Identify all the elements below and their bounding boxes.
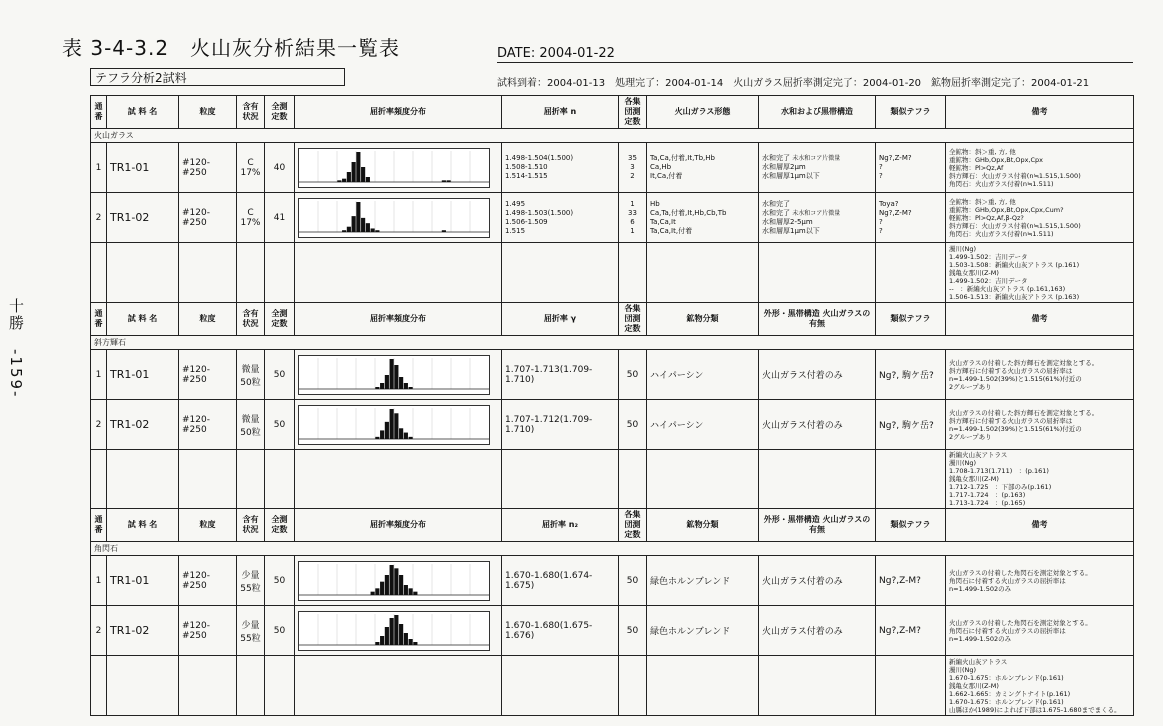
reference-row: [91, 243, 1134, 303]
col-tephra: 類似テフラ: [876, 509, 946, 542]
orthopyroxene-table: [90, 302, 1134, 509]
histogram-bar: [385, 375, 389, 389]
similar-tephra: Ng?, 駒ケ岳?: [876, 350, 946, 400]
histogram-bar: [413, 642, 417, 645]
col-class: 鉱物分類: [647, 509, 759, 542]
total-count: 50: [265, 350, 295, 400]
total-count: 40: [265, 143, 295, 193]
similar-tephra: Toya?: [879, 199, 899, 208]
content-level: C: [247, 157, 254, 168]
remark-line: 斜方輝石：火山ガラス付着(n≒1.515,1.500): [949, 171, 1081, 180]
category-label: 火山ガラス: [91, 129, 1134, 143]
ri-value: 1.498-1.503(1.500): [505, 208, 574, 217]
sample-name: TR1-02: [107, 400, 179, 450]
similar-tephra: Ng?,Z-M?: [879, 154, 912, 162]
col-dist: 屈折率頻度分布: [295, 303, 502, 336]
histogram-bar: [356, 202, 360, 232]
similar-tephra: ?: [879, 172, 883, 180]
sample-name: TR1-01: [107, 556, 179, 606]
ref-line: 1.717-1.724 ：(p.163): [949, 491, 1026, 499]
row-no: 2: [91, 193, 107, 243]
ref-line: -- ：新編火山灰アトラス (p.161,163): [949, 284, 1066, 293]
histogram-bar: [399, 377, 403, 389]
col-count: 全測定数: [265, 303, 295, 336]
histogram-bar: [404, 432, 408, 438]
histogram-bar: [347, 172, 351, 182]
histogram-bar: [409, 387, 413, 389]
grain-size: #120-#250: [179, 143, 237, 193]
hornblende-table: [90, 508, 1134, 716]
glass-form: Ta,Ca,It: [650, 217, 676, 226]
histogram-bar: [394, 413, 398, 439]
row-no: 1: [91, 143, 107, 193]
ref-line: 山縣ほか(1989)によれば下部は1.675-1.680までまくる。: [949, 705, 1121, 714]
ri-value: 1.515: [505, 226, 526, 235]
content-level: C: [247, 207, 254, 218]
sample-label-box: テフラ分析2試料: [90, 68, 345, 86]
remark-line: 全鉱物：斜＞重, 方, 他: [949, 147, 1016, 156]
table-row: [91, 143, 1134, 193]
mineral-class: ハイパーシン: [647, 400, 759, 450]
similar-tephra: Ng?,Z-M?: [879, 208, 912, 217]
ref-line: 濁川(Ng): [949, 459, 977, 467]
histogram-bar: [404, 585, 408, 595]
histogram-bar: [399, 575, 403, 595]
histogram-bar: [375, 436, 379, 438]
content-grains: 50粒: [240, 427, 261, 438]
histogram-bar: [371, 591, 375, 594]
frequency-histogram: [298, 148, 490, 188]
ri-value: 1.514-1.515: [505, 172, 548, 180]
histogram-bar: [356, 152, 360, 182]
group-count: 2: [630, 172, 635, 180]
hydration-note: 未水和コア片微量: [792, 155, 841, 162]
mineral-class: 緑色ホルンブレンド: [647, 556, 759, 606]
remark-line: 火山ガラスの付着した角閃石を測定対象とする。: [949, 618, 1092, 627]
table-row: [91, 193, 1134, 243]
histogram-bar: [380, 581, 384, 594]
col-dist: 屈折率頻度分布: [295, 96, 502, 129]
histogram-bar: [399, 624, 403, 645]
sample-name: TR1-02: [107, 606, 179, 656]
hydration: 水和完了: [762, 199, 790, 208]
ref-line: 1.670-1.675：ホルンブレンド(p.161): [949, 697, 1064, 706]
ri-value: 1.495: [505, 199, 526, 208]
date-underline: [497, 62, 1133, 63]
remark-line: 軽鉱物：Pl>Qz,Af: [949, 163, 1004, 172]
histogram-bar: [442, 230, 446, 232]
col-remark: 備考: [946, 509, 1134, 542]
hydration: 水和層厚1μm以下: [762, 226, 820, 235]
group-count: 50: [619, 606, 647, 656]
histogram-bar: [375, 642, 379, 645]
remark-line: 斜方輝石に付着する火山ガラスの屈折率は: [949, 416, 1073, 425]
report-date: DATE: 2004-01-22: [497, 46, 615, 61]
content-pct: 17%: [240, 167, 261, 178]
frequency-histogram: [298, 611, 490, 651]
remark-line: 斜方輝石：火山ガラス付着(n≒1.515,1.500): [949, 221, 1081, 230]
histogram-bar: [375, 588, 379, 595]
col-groups: 各集団測定数: [619, 303, 647, 336]
col-name: 試 料 名: [107, 303, 179, 336]
grain-size: #120-#250: [179, 606, 237, 656]
remark-line: 重鉱物：GHb,Opx,Bt,Opx,Cpx: [949, 155, 1044, 164]
remark-line: n=1.499-1.502のみ: [949, 584, 1012, 593]
group-count: 6: [630, 217, 635, 226]
group-count: 35: [628, 154, 637, 162]
col-content: 含有状況: [237, 303, 265, 336]
histogram-bar: [409, 588, 413, 595]
ref-line: 1.712-1.725 ：下部のみ(p.161): [949, 483, 1052, 491]
col-form: 外形・黒帯構造 火山ガラスの有無: [759, 509, 876, 542]
glass-form: It,Ca,付着: [650, 172, 683, 180]
ri-value: 1.707-1.713(1.709-1.710): [502, 350, 619, 400]
sample-name: TR1-01: [107, 143, 179, 193]
grain-size: #120-#250: [179, 556, 237, 606]
frequency-histogram: [298, 355, 490, 395]
col-form: 火山ガラス形態: [647, 96, 759, 129]
ri-value: 1.670-1.680(1.674-1.675): [502, 556, 619, 606]
content-grains: 55粒: [240, 583, 261, 594]
histogram-bar: [385, 421, 389, 438]
glass-presence: 火山ガラス付着のみ: [759, 350, 876, 400]
group-count: 3: [630, 163, 635, 171]
ref-line: 1.499-1.502：吉川データ: [949, 252, 1028, 261]
remark-line: 2グループあり: [949, 432, 992, 441]
histogram-bar: [375, 230, 379, 232]
group-count: 50: [619, 556, 647, 606]
ri-value: 1.508-1.510: [505, 163, 548, 171]
grain-size: #120-#250: [179, 400, 237, 450]
reference-row: [91, 450, 1134, 509]
histogram-bar: [394, 365, 398, 389]
remark-line: n=1.499-1.502(39%)と1.515(61%)付近の: [949, 424, 1082, 433]
remark-line: n=1.499-1.502のみ: [949, 634, 1012, 643]
category-label: 斜方輝石: [91, 336, 1134, 350]
similar-tephra: Ng?,Z-M?: [876, 606, 946, 656]
col-name: 試 料 名: [107, 96, 179, 129]
col-count: 全測定数: [265, 96, 295, 129]
category-label: 角閃石: [91, 542, 1134, 556]
content-level: 微量: [241, 414, 260, 425]
row-no: 2: [91, 606, 107, 656]
col-size: 粒度: [179, 96, 237, 129]
glass-form: Ta,Ca,It,付着: [650, 226, 693, 235]
col-tephra: 類似テフラ: [876, 303, 946, 336]
col-hyd: 水和および黒帯構造: [759, 96, 876, 129]
remark-line: 軽鉱物：Pl>Qz,Af,β-Qz?: [949, 213, 1024, 222]
histogram-bar: [380, 430, 384, 439]
total-count: 50: [265, 556, 295, 606]
ref-line: 新編火山灰アトラス: [949, 657, 1008, 666]
remark-line: 火山ガラスの付着した角閃石を測定対象とする。: [949, 568, 1092, 577]
total-count: 41: [265, 193, 295, 243]
histogram-bar: [366, 177, 370, 182]
glass-form: Hb: [650, 199, 660, 208]
ri-value: 1.498-1.504(1.500): [505, 154, 574, 162]
sample-name: TR1-02: [107, 193, 179, 243]
ri-value: 1.506-1.509: [505, 217, 548, 226]
table-row: [91, 556, 1134, 606]
glass-presence: 火山ガラス付着のみ: [759, 400, 876, 450]
remark-line: 火山ガラスの付着した斜方輝石を測定対象とする。: [949, 408, 1099, 417]
col-form: 外形・黒帯構造 火山ガラスの有無: [759, 303, 876, 336]
col-class: 鉱物分類: [647, 303, 759, 336]
histogram-bar: [399, 428, 403, 439]
frequency-histogram: [298, 198, 490, 238]
histogram-bar: [394, 568, 398, 595]
group-count: 50: [619, 400, 647, 450]
ref-line: 銭亀女那川(Z-M): [949, 681, 999, 690]
content-level: 少量: [241, 620, 260, 631]
col-ri: 屈折率 n: [502, 96, 619, 129]
table-row: [91, 606, 1134, 656]
remark-line: 全鉱物：斜＞重, 方, 他: [949, 197, 1016, 206]
similar-tephra: Ng?,Z-M?: [876, 556, 946, 606]
ri-value: 1.670-1.680(1.675-1.676): [502, 606, 619, 656]
table-row: [91, 400, 1134, 450]
group-count: 1: [630, 226, 635, 235]
remark-line: 角閃石：火山ガラス付着(n≒1.511): [949, 179, 1054, 188]
hydration: 水和完了: [762, 154, 790, 162]
row-no: 1: [91, 350, 107, 400]
ref-line: 1.670-1.675：ホルンブレンド(p.161): [949, 673, 1064, 682]
histogram-bar: [390, 565, 394, 595]
content-grains: 55粒: [240, 633, 261, 644]
remark-line: 角閃石に付着する火山ガラスの屈折率は: [949, 576, 1066, 585]
histogram-bar: [409, 436, 413, 438]
histogram-bar: [385, 627, 389, 645]
histogram-bar: [404, 633, 408, 645]
histogram-bar: [337, 180, 341, 182]
frequency-histogram: [298, 561, 490, 601]
reference-row: [91, 656, 1134, 716]
ref-line: 1.499-1.502：吉川データ: [949, 276, 1028, 285]
col-count: 全測定数: [265, 509, 295, 542]
col-remark: 備考: [946, 96, 1134, 129]
ref-line: 1.506-1.513：新編火山灰アトラス (p.163): [949, 292, 1080, 301]
histogram-bar: [361, 217, 365, 231]
col-size: 粒度: [179, 509, 237, 542]
ref-line: 濁川(Ng): [949, 665, 977, 674]
remark-line: 斜方輝石に付着する火山ガラスの屈折率は: [949, 366, 1073, 375]
content-level: 微量: [241, 364, 260, 375]
col-content: 含有状況: [237, 96, 265, 129]
hydration: 水和層厚1μm以下: [762, 172, 820, 180]
hydration: 水和完了: [762, 208, 790, 217]
hydration: 水和層厚2μm: [762, 163, 806, 171]
similar-tephra: ?: [879, 217, 883, 226]
hydration-note: 未水和コア片微量: [792, 209, 841, 217]
glass-presence: 火山ガラス付着のみ: [759, 556, 876, 606]
remark-line: 2グループあり: [949, 382, 992, 391]
similar-tephra: Ng?, 駒ケ岳?: [876, 400, 946, 450]
ref-line: 1.662-1.665：カミングトナイト(p.161): [949, 689, 1071, 698]
hydration: 水和層厚2-5μm: [762, 217, 813, 226]
histogram-bar: [380, 383, 384, 389]
remark-line: 角閃石に付着する火山ガラスの屈折率は: [949, 626, 1066, 635]
frequency-histogram: [298, 405, 490, 445]
histogram-bar: [361, 167, 365, 182]
ref-line: 銭亀女那川(Z-M): [949, 268, 999, 277]
content-pct: 17%: [240, 217, 261, 228]
histogram-bar: [409, 639, 413, 645]
glass-form: Ca,Hb: [650, 163, 672, 171]
col-name: 試 料 名: [107, 509, 179, 542]
histogram-bar: [447, 180, 451, 182]
volcanic-glass-table: [90, 95, 1134, 303]
histogram-bar: [342, 178, 346, 181]
ref-line: 1.503-1.508：新編火山灰アトラス (p.161): [949, 260, 1080, 269]
processing-dates: 試料到着：2004-01-13 処理完了：2004-01-14 火山ガラス屈折率測定完了：2004-01-20 鉱物屈折率測定完了：2004-01-21: [497, 78, 1090, 89]
histogram-bar: [390, 618, 394, 645]
page-title: 表 3-4-3.2 火山灰分析結果一覧表: [62, 36, 401, 60]
col-no: 通番: [91, 96, 107, 129]
histogram-bar: [385, 575, 389, 595]
row-no: 1: [91, 556, 107, 606]
histogram-bar: [347, 226, 351, 231]
group-count: 33: [628, 208, 637, 217]
grain-size: #120-#250: [179, 350, 237, 400]
glass-form: Ta,Ca,付着,It,Tb,Hb: [650, 154, 715, 162]
histogram-bar: [375, 387, 379, 389]
histogram-bar: [352, 216, 356, 232]
col-tephra: 類似テフラ: [876, 96, 946, 129]
mineral-class: 緑色ホルンブレンド: [647, 606, 759, 656]
content-level: 少量: [241, 570, 260, 581]
histogram-bar: [390, 409, 394, 439]
grain-size: #120-#250: [179, 193, 237, 243]
col-groups: 各集団測定数: [619, 509, 647, 542]
side-page-label: 十勝 -159-: [7, 298, 25, 399]
ref-line: 1.708-1.713(1.711) ：(p.161): [949, 467, 1049, 475]
total-count: 50: [265, 400, 295, 450]
glass-presence: 火山ガラス付着のみ: [759, 606, 876, 656]
histogram-bar: [352, 162, 356, 182]
ri-value: 1.707-1.712(1.709-1.710): [502, 400, 619, 450]
group-count: 50: [619, 350, 647, 400]
remark-line: n=1.499-1.502(39%)と1.515(61%)付近の: [949, 374, 1082, 383]
col-content: 含有状況: [237, 509, 265, 542]
remark-line: 火山ガラスの付着した斜方輝石を測定対象とする。: [949, 358, 1099, 367]
ref-line: 銭亀女那川(Z-M): [949, 475, 999, 483]
histogram-bar: [404, 383, 408, 389]
histogram-bar: [371, 228, 375, 232]
similar-tephra: ?: [879, 163, 883, 171]
ref-line: 1.713-1.724 ：(p.165): [949, 499, 1026, 507]
total-count: 50: [265, 606, 295, 656]
table-row: [91, 350, 1134, 400]
similar-tephra: ?: [879, 226, 883, 235]
ref-line: 濁川(Ng): [949, 244, 977, 253]
col-no: 通番: [91, 509, 107, 542]
histogram-bar: [380, 636, 384, 645]
col-size: 粒度: [179, 303, 237, 336]
sample-name: TR1-01: [107, 350, 179, 400]
col-ri: 屈折率 γ: [502, 303, 619, 336]
remark-line: 重鉱物：GHb,Opx,Bt,Opx,Cpx,Cum?: [949, 205, 1064, 214]
ref-line: 新編火山灰アトラス: [949, 451, 1008, 459]
glass-form: Ca,Ta,付着,It,Hb,Cb,Tb: [650, 208, 727, 217]
group-count: 1: [630, 199, 635, 208]
col-no: 通番: [91, 303, 107, 336]
col-ri: 屈折率 n₂: [502, 509, 619, 542]
col-dist: 屈折率頻度分布: [295, 509, 502, 542]
content-grains: 50粒: [240, 377, 261, 388]
histogram-bar: [342, 230, 346, 232]
mineral-class: ハイパーシン: [647, 350, 759, 400]
remark-line: 角閃石：火山ガラス付着(n≒1.511): [949, 229, 1054, 238]
col-groups: 各集団測定数: [619, 96, 647, 129]
histogram-bar: [366, 223, 370, 232]
col-remark: 備考: [946, 303, 1134, 336]
histogram-bar: [413, 591, 417, 594]
row-no: 2: [91, 400, 107, 450]
histogram-bar: [442, 180, 446, 182]
histogram-bar: [390, 359, 394, 389]
histogram-bar: [394, 615, 398, 645]
